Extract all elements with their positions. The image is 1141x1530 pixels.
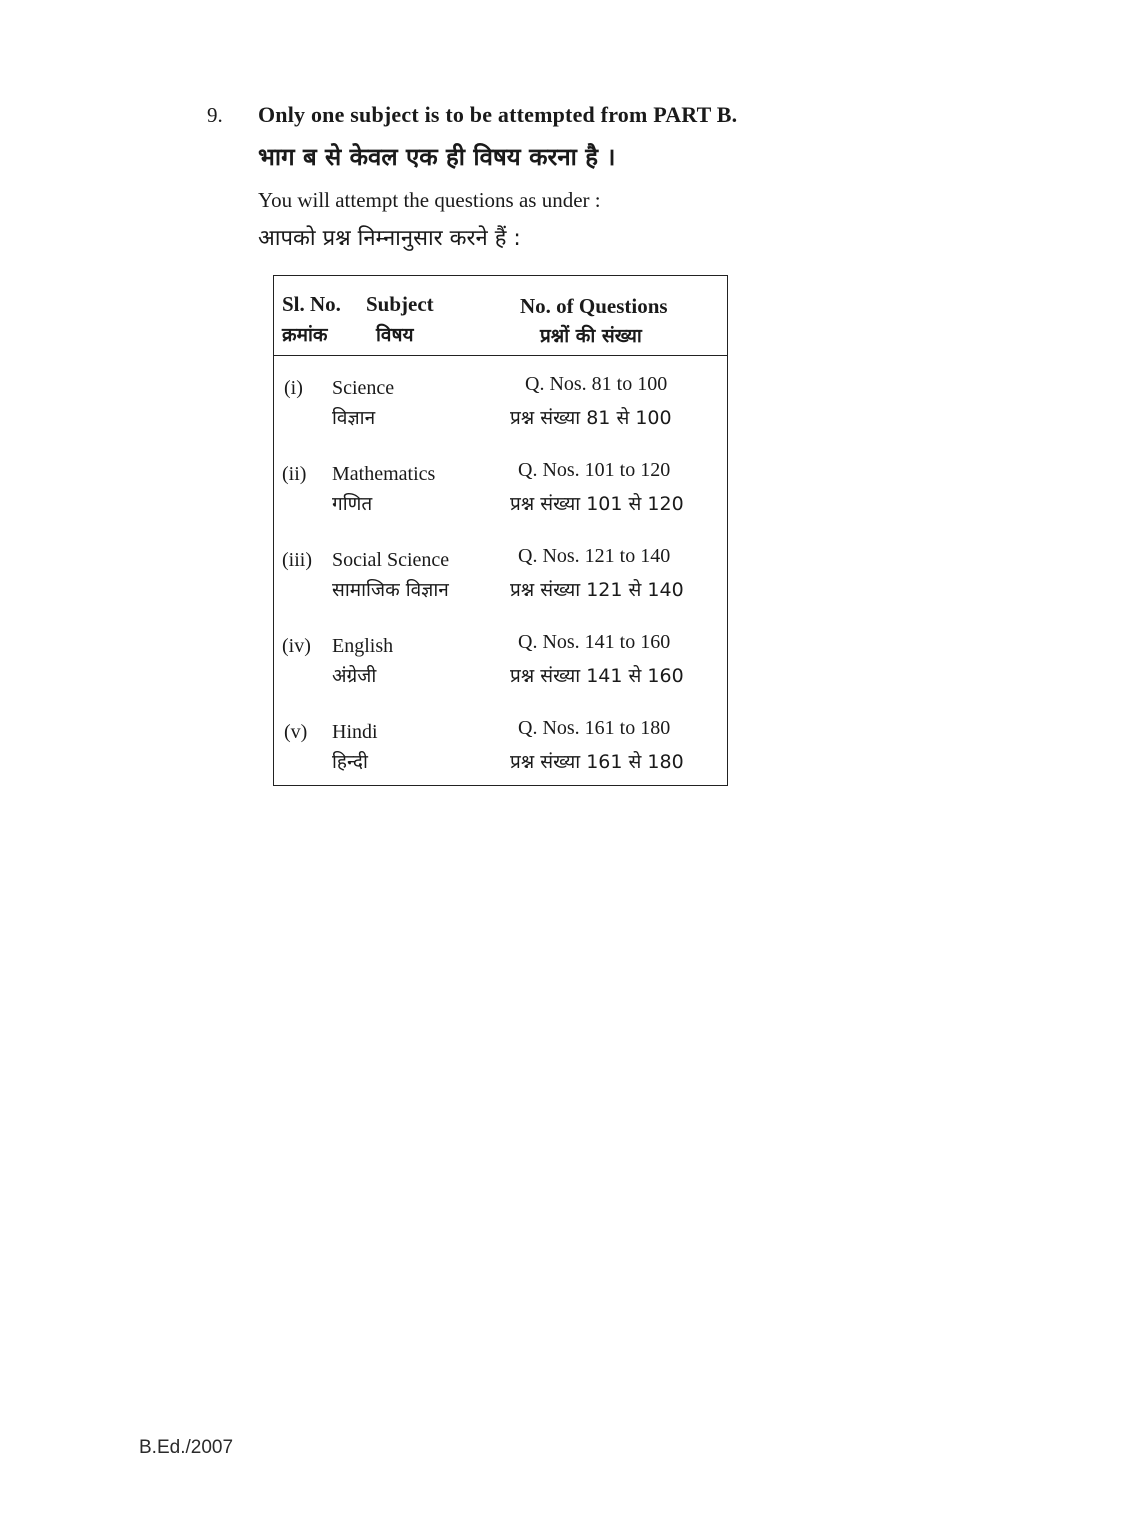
question-title-hindi: भाग ब से केवल एक ही विषय करना है । bbox=[258, 143, 616, 171]
header-slno-english: Sl. No. bbox=[282, 292, 341, 316]
row-slno: (iii) bbox=[282, 549, 312, 571]
header-subject-hindi: विषय bbox=[376, 324, 414, 346]
row-subject-english: Mathematics bbox=[332, 463, 436, 485]
header-questions-english: No. of Questions bbox=[520, 294, 668, 318]
row-questions-hindi: प्रश्न संख्या 101 से 120 bbox=[510, 493, 684, 515]
instruction-english: You will attempt the questions as under : bbox=[258, 188, 601, 212]
subject-table bbox=[273, 275, 728, 786]
row-subject-hindi: गणित bbox=[332, 493, 373, 515]
row-questions-hindi: प्रश्न संख्या 161 से 180 bbox=[510, 751, 684, 773]
header-slno-hindi: क्रमांक bbox=[282, 324, 328, 346]
row-questions-english: Q. Nos. 161 to 180 bbox=[518, 717, 671, 739]
row-questions-hindi: प्रश्न संख्या 141 से 160 bbox=[510, 665, 684, 687]
row-slno: (v) bbox=[284, 721, 308, 743]
row-slno: (iv) bbox=[282, 635, 311, 657]
row-slno: (ii) bbox=[282, 463, 307, 485]
row-questions-english: Q. Nos. 141 to 160 bbox=[518, 631, 671, 653]
row-subject-english: Social Science bbox=[332, 549, 450, 571]
header-questions-hindi: प्रश्नों की संख्या bbox=[540, 325, 642, 347]
row-subject-english: Science bbox=[332, 377, 395, 399]
row-questions-english: Q. Nos. 81 to 100 bbox=[525, 373, 668, 395]
question-title-english: Only one subject is to be attempted from PART B. bbox=[258, 102, 738, 127]
row-subject-hindi: सामाजिक विज्ञान bbox=[332, 579, 449, 601]
row-subject-hindi: विज्ञान bbox=[332, 407, 376, 429]
row-questions-hindi: प्रश्न संख्या 121 से 140 bbox=[510, 579, 684, 601]
instruction-hindi: आपको प्रश्न निम्नानुसार करने हैं : bbox=[258, 226, 521, 251]
footer-exam-code: B.Ed./2007 bbox=[139, 1437, 234, 1458]
row-questions-english: Q. Nos. 121 to 140 bbox=[518, 545, 671, 567]
row-subject-english: Hindi bbox=[332, 721, 378, 743]
row-questions-hindi: प्रश्न संख्या 81 से 100 bbox=[510, 407, 672, 429]
header-subject-english: Subject bbox=[366, 292, 434, 316]
row-subject-english: English bbox=[332, 635, 394, 657]
row-slno: (i) bbox=[284, 377, 303, 399]
row-subject-hindi: हिन्दी bbox=[332, 751, 368, 773]
question-number: 9. bbox=[207, 103, 223, 127]
row-subject-hindi: अंग्रेजी bbox=[332, 665, 377, 687]
header-divider bbox=[274, 355, 727, 356]
row-questions-english: Q. Nos. 101 to 120 bbox=[518, 459, 671, 481]
